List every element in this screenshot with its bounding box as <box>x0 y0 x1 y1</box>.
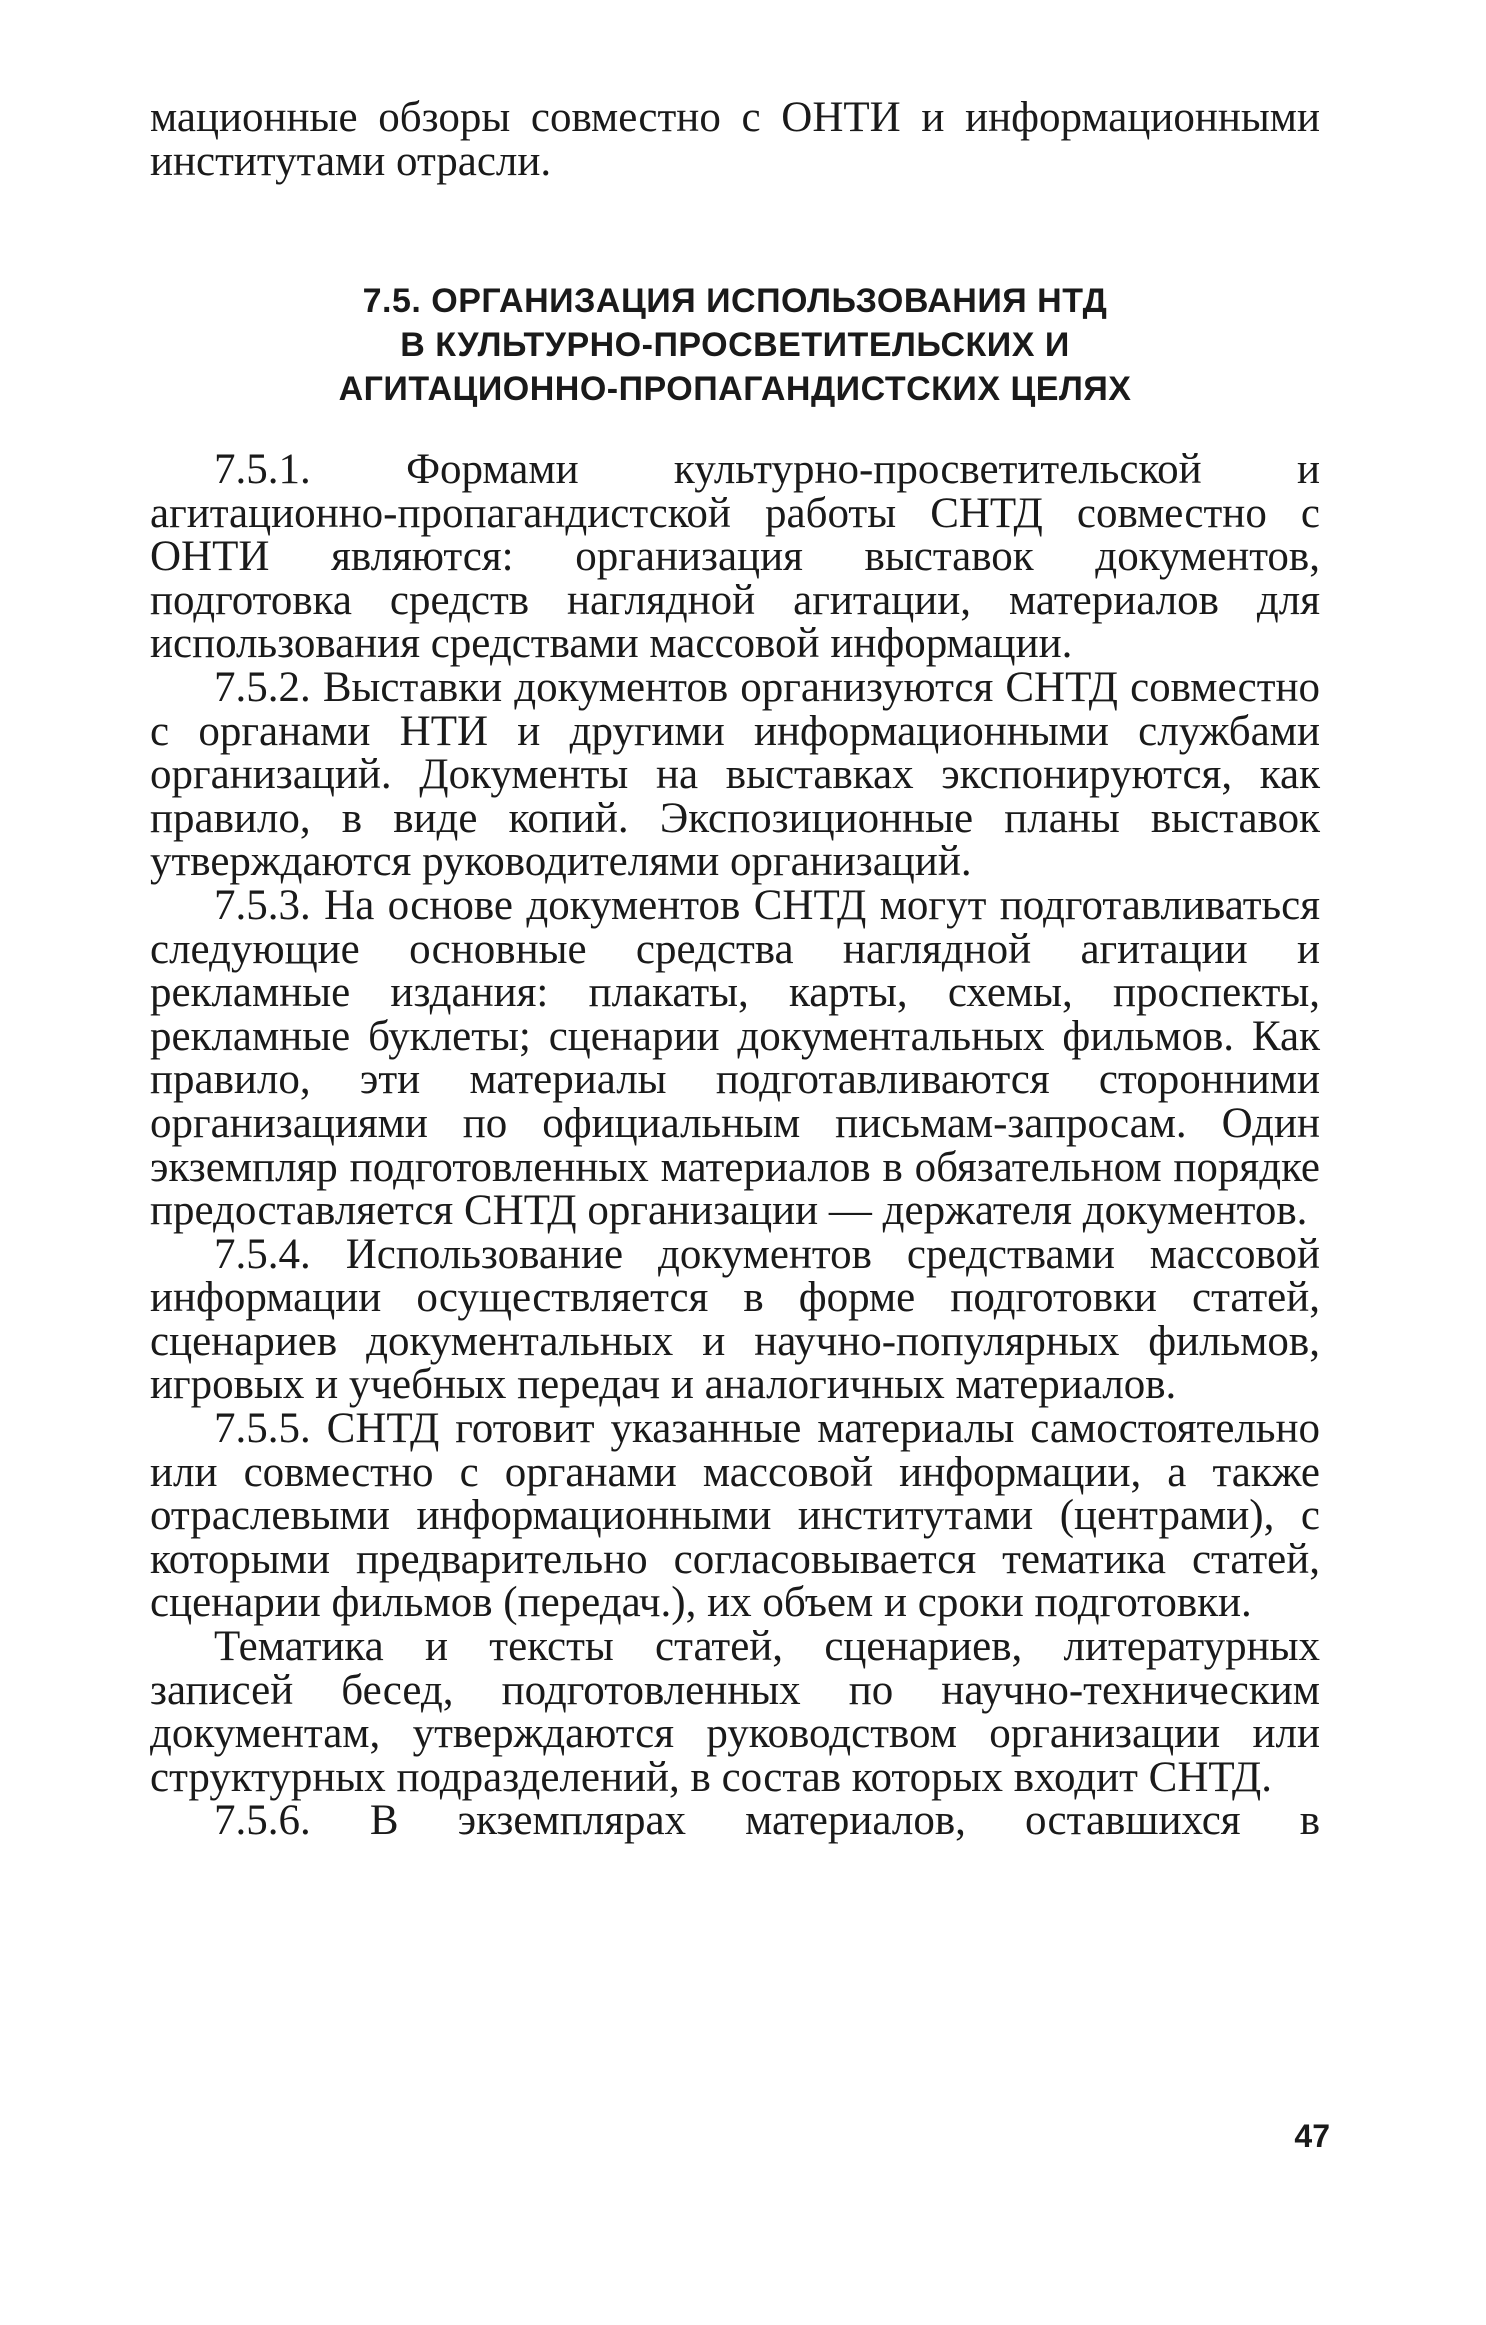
paragraph-7-5-6: 7.5.6. В экземплярах материалов, оставшихся в <box>214 1797 1320 1845</box>
intro-paragraph: мационные обзоры совместно с ОНТИ и информационными институтами отрасли. <box>150 94 1320 185</box>
intro-block <box>150 96 1320 183</box>
paragraph-7-5-4: 7.5.4. Использование документов средствами массовой информации осуществляется в форме подготовки статей, сценариев документальных и научно-популярных фильмов, игровых и учебных передач и аналогичных материалов. <box>150 1230 1320 1409</box>
section-heading-line-2: В КУЛЬТУРНО-ПРОСВЕТИТЕЛЬСКИХ И <box>400 326 1070 364</box>
paragraph-7-5-3: 7.5.3. На основе документов СНТД могут подготавливаться следующие основные средства наглядной агитации и рекламные издания: плакаты, карты, схемы, проспекты, рекламные буклеты; сценарии документальных фильмов. Как правило, эти материалы подготавливаются сторонними организациями по официальным письмам-запросам. Один экземпляр подготовленных материалов в обязательном порядке предоставляется СНТД организации — держателя документов. <box>150 881 1320 1235</box>
paragraph-7-5-1: 7.5.1. Формами культурно-просветительской и агитационно-пропагандистской работы СНТД совместно с ОНТИ являются: организация выставок документов, подготовка средств наглядной агитации, материалов для использования средствами массовой информации. <box>150 446 1320 668</box>
section-heading-line-1: 7.5. ОРГАНИЗАЦИЯ ИСПОЛЬЗОВАНИЯ НТД <box>362 282 1108 320</box>
section-heading-line-3: АГИТАЦИОННО-ПРОПАГАНДИСТСКИХ ЦЕЛЯХ <box>338 370 1132 408</box>
section-heading <box>150 279 1320 411</box>
paragraph-topics: Тематика и тексты статей, сценариев, литературных записей бесед, подготовленных по научно-техническим документам, утверждаются руководством организации или структурных подразделений, в состав которых входит СНТД. <box>150 1623 1320 1801</box>
page-number: 47 <box>1294 2118 1330 2154</box>
body-text <box>150 448 1320 1843</box>
paragraph-7-5-5: 7.5.5. СНТД готовит указанные материалы самостоятельно или совместно с органами массовой информации, а также отраслевыми информационными институтами (центрами), с которыми предварительно согласовывается тематика статей, сценарии фильмов (передач.), их объем и сроки подготовки. <box>150 1405 1320 1627</box>
paragraph-7-5-2: 7.5.2. Выставки документов организуются СНТД совместно с органами НТИ и другими информационными службами организаций. Документы на выставках экспонируются, как правило, в виде копий. Экспозиционные планы выставок утверждаются руководителями организаций. <box>150 663 1320 886</box>
